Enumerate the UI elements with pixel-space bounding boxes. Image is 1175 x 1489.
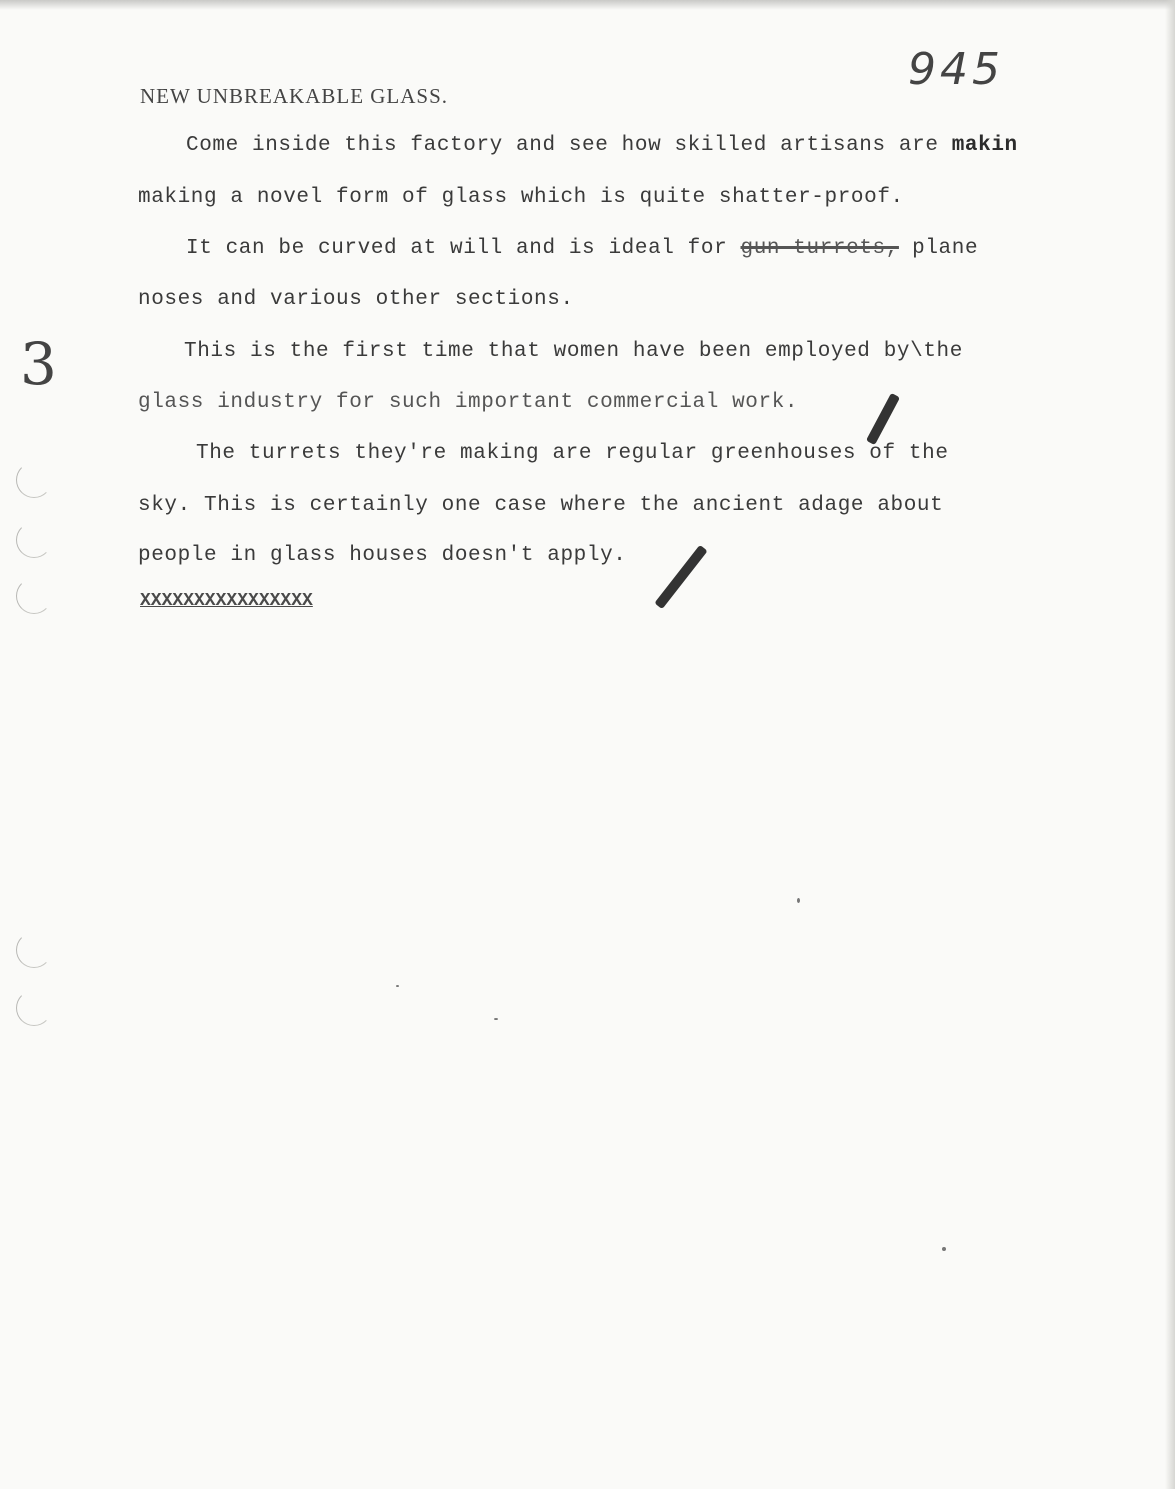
paragraph-2-line-2: noses and various other sections. [138,288,574,311]
binder-hole [16,578,52,614]
handwritten-page-number: 945 [908,44,1004,95]
handwritten-margin-number: 3 [20,330,57,398]
binder-hole [16,522,52,558]
paragraph-4-line-2: sky. This is certainly one case where the ancient adage about [138,494,944,517]
paragraph-3-line-2: glass industry for such important commercial work. [138,391,799,414]
paragraph-1-line-1 [186,134,1018,157]
binder-hole [16,990,52,1026]
line-text-before: It can be curved at will and is ideal for [186,237,741,260]
crossed-out-word: makin [951,134,1018,157]
paper-speck [797,898,800,903]
binder-hole [16,462,52,498]
line-text: Come inside this factory and see how skilled artisans are [186,134,952,157]
page-top-shadow [0,0,1175,10]
paper-speck [396,985,399,987]
paragraph-1-line-2: making a novel form of glass which is quite shatter-proof. [138,186,904,209]
page-right-shadow [1165,0,1175,1489]
paragraph-2-line-1 [186,237,978,260]
struck-through-text: gun turrets, [740,237,899,260]
paragraph-3-line-1: This is the first time that women have been employed by\the [184,340,963,363]
pencil-scribble-mark [654,545,707,609]
document-heading: NEW UNBREAKABLE GLASS. [140,84,449,108]
paragraph-4-line-3: people in glass houses doesn't apply. [138,544,627,567]
line-text-after: plane [898,237,979,260]
paper-speck [942,1247,946,1251]
paragraph-4-line-1: The turrets they're making are regular greenhouses of the [196,442,949,465]
paper-speck [494,1018,498,1020]
pencil-scribble-mark [866,393,900,445]
crossed-out-line: XXXXXXXXXXXXXXXX [140,591,313,611]
binder-hole [16,932,52,968]
